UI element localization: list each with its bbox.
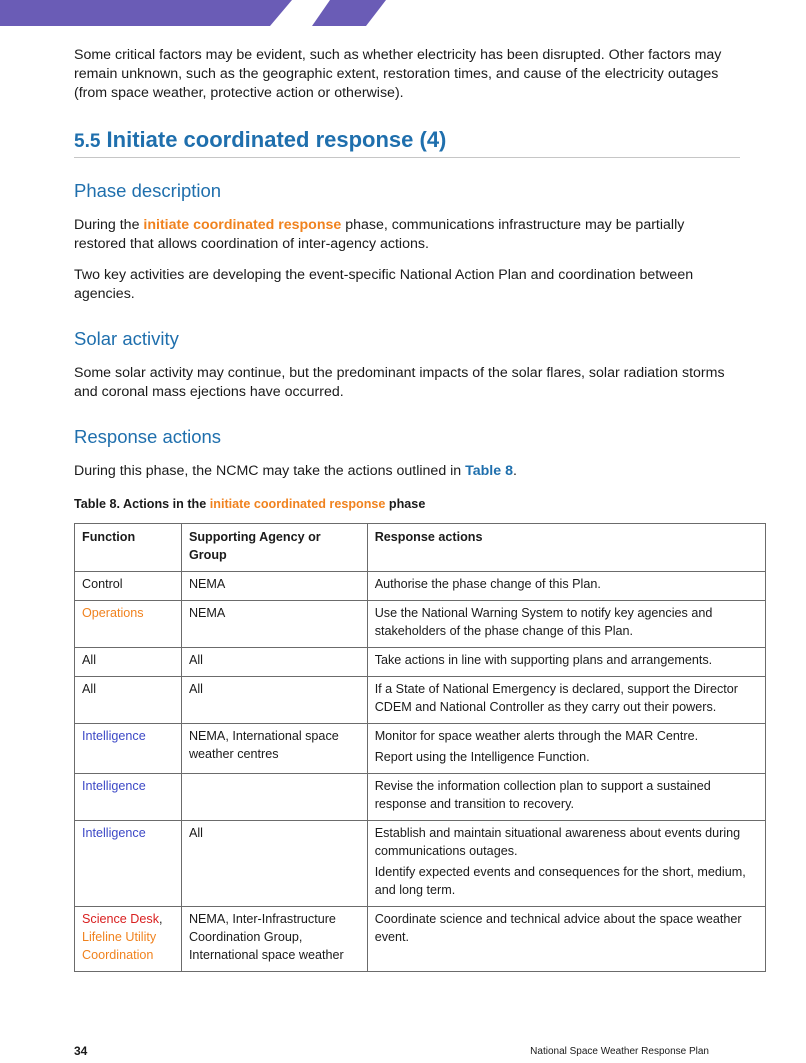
cell-action: Take actions in line with supporting plans and arrangements. [367,648,765,677]
response-heading: Response actions [74,426,222,447]
cell-action: Authorise the phase change of this Plan. [367,572,765,601]
cell-agency [181,774,367,821]
intro-paragraph: Some critical factors may be evident, such as whether electricity has been disrupted. Other factors may remain unknown, such as the geographic extent, restoration times, and cause of the electricity outages (from space weather, protective action or otherwise). [74,47,722,101]
header-actions: Response actions [367,524,765,572]
function-science-desk: Science Desk [82,912,159,926]
response-paragraph: During this phase, the NCMC may take the actions outlined in Table 8. [74,463,517,479]
cell-action [367,724,765,774]
cell-agency: All [181,677,367,724]
cell-action: Use the National Warning System to notify key agencies and stakeholders of the phase change of this Plan. [367,601,765,648]
table-header-row [75,524,766,572]
cell-function: Operations [75,601,182,648]
cell-action: Revise the information collection plan to support a sustained response and transition to recovery. [367,774,765,821]
function-lifeline-utility: Lifeline Utility Coordination [82,930,157,962]
table-row [75,601,766,648]
cell-agency: NEMA, International space weather centres [181,724,367,774]
cell-agency: NEMA, Inter-Infrastructure Coordination Group, International space weather [181,907,367,972]
cell-agency: NEMA [181,572,367,601]
cell-function: All [75,677,182,724]
footer-document-title: National Space Weather Response Plan [530,1046,709,1057]
action-line: Report using the Intelligence Function. [374,750,590,764]
solar-paragraph: Some solar activity may continue, but the predominant impacts of the solar flares, solar radiation storms and coronal mass ejections have occurred. [74,365,725,400]
page-number: 34 [74,1044,88,1058]
table-8-link[interactable]: Table 8 [465,463,513,479]
cell-function: All [75,648,182,677]
action-line: Establish and maintain situational awareness about events during communications outages. [374,826,741,858]
cell-function: Intelligence [75,774,182,821]
header-banner [0,0,806,30]
phase-highlight: initiate coordinated response [143,217,342,233]
actions-table [74,523,766,972]
phase-heading: Phase description [74,180,222,201]
action-line: Monitor for space weather alerts through the MAR Centre. [374,729,699,743]
solar-heading: Solar activity [74,328,179,349]
table-row [75,677,766,724]
cell-agency: NEMA [181,601,367,648]
cell-function: Intelligence [75,724,182,774]
table-row [75,724,766,774]
table-row [75,821,766,907]
banner-stripe-main [0,0,292,26]
banner-stripe-small [312,0,386,26]
header-agency: Supporting Agency or Group [181,524,367,572]
cell-agency: All [181,648,367,677]
cell-action: If a State of National Emergency is declared, support the Director CDEM and National Controller as they carry out their powers. [367,677,765,724]
cell-action: Coordinate science and technical advice about the space weather event. [367,907,765,972]
cell-action [367,821,765,907]
table-caption: Table 8. Actions in the initiate coordinated response phase [74,497,426,511]
phase-paragraph-1: During the initiate coordinated response phase, communications infrastructure may be partially restored that allows coordination of inter-agency actions. [74,217,685,252]
cell-function: Intelligence [75,821,182,907]
action-line: Identify expected events and consequences for the short, medium, and long term. [374,865,746,897]
table-row [75,572,766,601]
table-row [75,907,766,972]
section-number: 5.5 [74,131,101,152]
cell-function: Control [75,572,182,601]
section-title [74,127,740,158]
header-function: Function [75,524,182,572]
phase-paragraph-2: Two key activities are developing the event-specific National Action Plan and coordination between agencies. [74,267,694,302]
table-row [75,648,766,677]
table-row [75,774,766,821]
page-content [74,46,746,972]
section-title-text: Initiate coordinated response (4) [106,127,447,152]
cell-function: Science Desk, Lifeline Utility Coordination [75,907,182,972]
caption-highlight: initiate coordinated response [209,497,386,511]
cell-agency: All [181,821,367,907]
